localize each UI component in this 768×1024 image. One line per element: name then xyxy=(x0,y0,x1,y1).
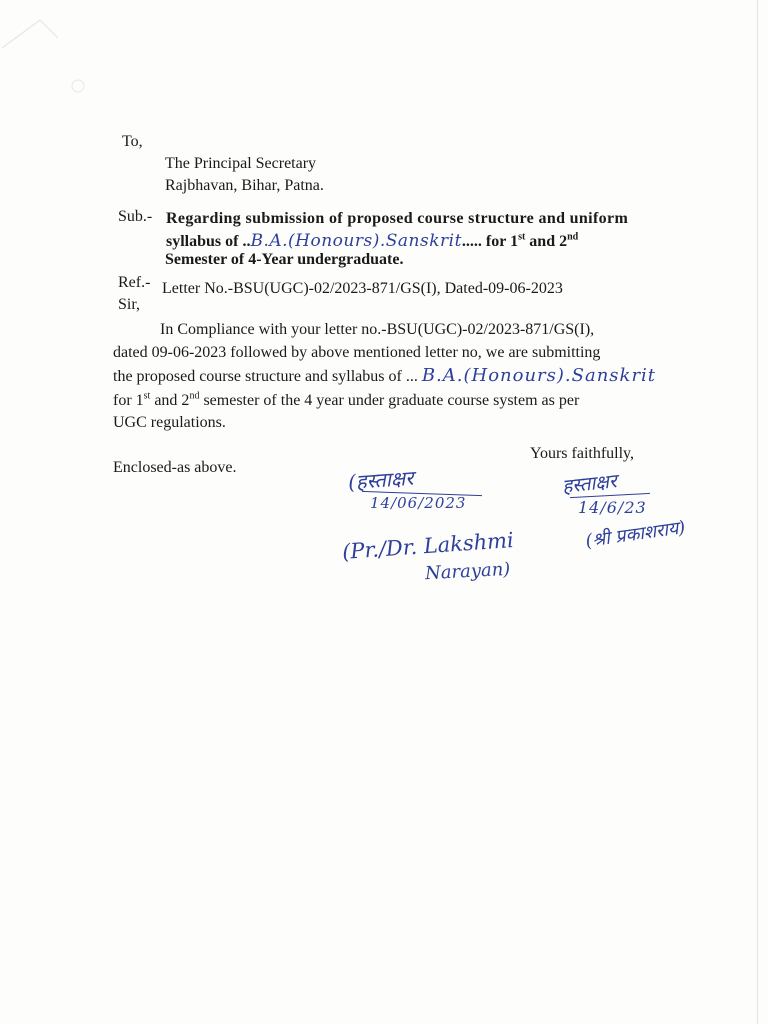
body-line-2: dated 09-06-2023 followed by above mentioned letter no, we are submitting xyxy=(113,344,601,361)
body-line-3 xyxy=(113,366,656,387)
ref-label: Ref.- xyxy=(118,274,151,291)
body-semester-text: semester of the 4 year under graduate course system as per xyxy=(199,392,580,409)
body-line-4 xyxy=(113,391,579,411)
recipient-line-1: The Principal Secretary xyxy=(165,155,317,172)
greeting: Sir, xyxy=(118,296,141,313)
subject-line-2 xyxy=(166,231,578,252)
scan-edge-line xyxy=(757,0,758,1024)
subject-and-text: and 2 xyxy=(525,233,568,250)
body-sup-nd: nd xyxy=(189,390,200,402)
left-signature-date: 14/06/2023 xyxy=(370,494,467,512)
body-handwritten-course: B.A.(Honours).Sanskrit xyxy=(421,365,657,386)
subject-sup-nd: nd xyxy=(567,231,579,243)
subject-sup-st: st xyxy=(518,231,526,243)
left-name-line-1: (Pr./Dr. Lakshmi xyxy=(341,528,515,564)
body-and-text: and 2 xyxy=(150,392,190,409)
body-line-1: In Compliance with your letter no.-BSU(UGC)-02/2023-871/GS(I), xyxy=(160,321,595,338)
body-line-5: UGC regulations. xyxy=(113,414,226,431)
recipient-line-2: Rajbhavan, Bihar, Patna. xyxy=(165,177,324,194)
right-signature-date: 14/6/23 xyxy=(578,498,647,517)
scan-artifact-mark xyxy=(0,0,90,90)
left-name-line-2: Narayan) xyxy=(424,558,511,585)
subject-line-3: Semester of 4-Year undergraduate. xyxy=(165,251,404,268)
body-sup-st: st xyxy=(143,390,151,402)
closing-yours-faithfully: Yours faithfully, xyxy=(530,445,635,462)
body-syllabus-prefix: the proposed course structure and syllabus of ... xyxy=(113,368,418,385)
right-name: (श्री प्रकाशराय) xyxy=(584,517,687,552)
left-signature: (हस्ताक्षर xyxy=(347,465,415,495)
subject-label: Sub.- xyxy=(118,208,153,225)
subject-semester-text: ..... for 1 xyxy=(461,233,519,250)
right-signature: हस्ताक्षर xyxy=(561,470,618,498)
subject-syllabus-prefix: syllabus of .. xyxy=(166,233,251,250)
subject-line-1: Regarding submission of proposed course structure and uniform xyxy=(166,210,629,227)
subject-handwritten-course: B.A.(Honours).Sanskrit xyxy=(250,231,462,251)
ref-text: Letter No.-BSU(UGC)-02/2023-871/GS(I), Dated-09-06-2023 xyxy=(162,280,563,297)
body-for-text: for 1 xyxy=(113,392,144,409)
enclosure-note: Enclosed-as above. xyxy=(113,459,237,476)
to-label: To, xyxy=(122,133,143,150)
